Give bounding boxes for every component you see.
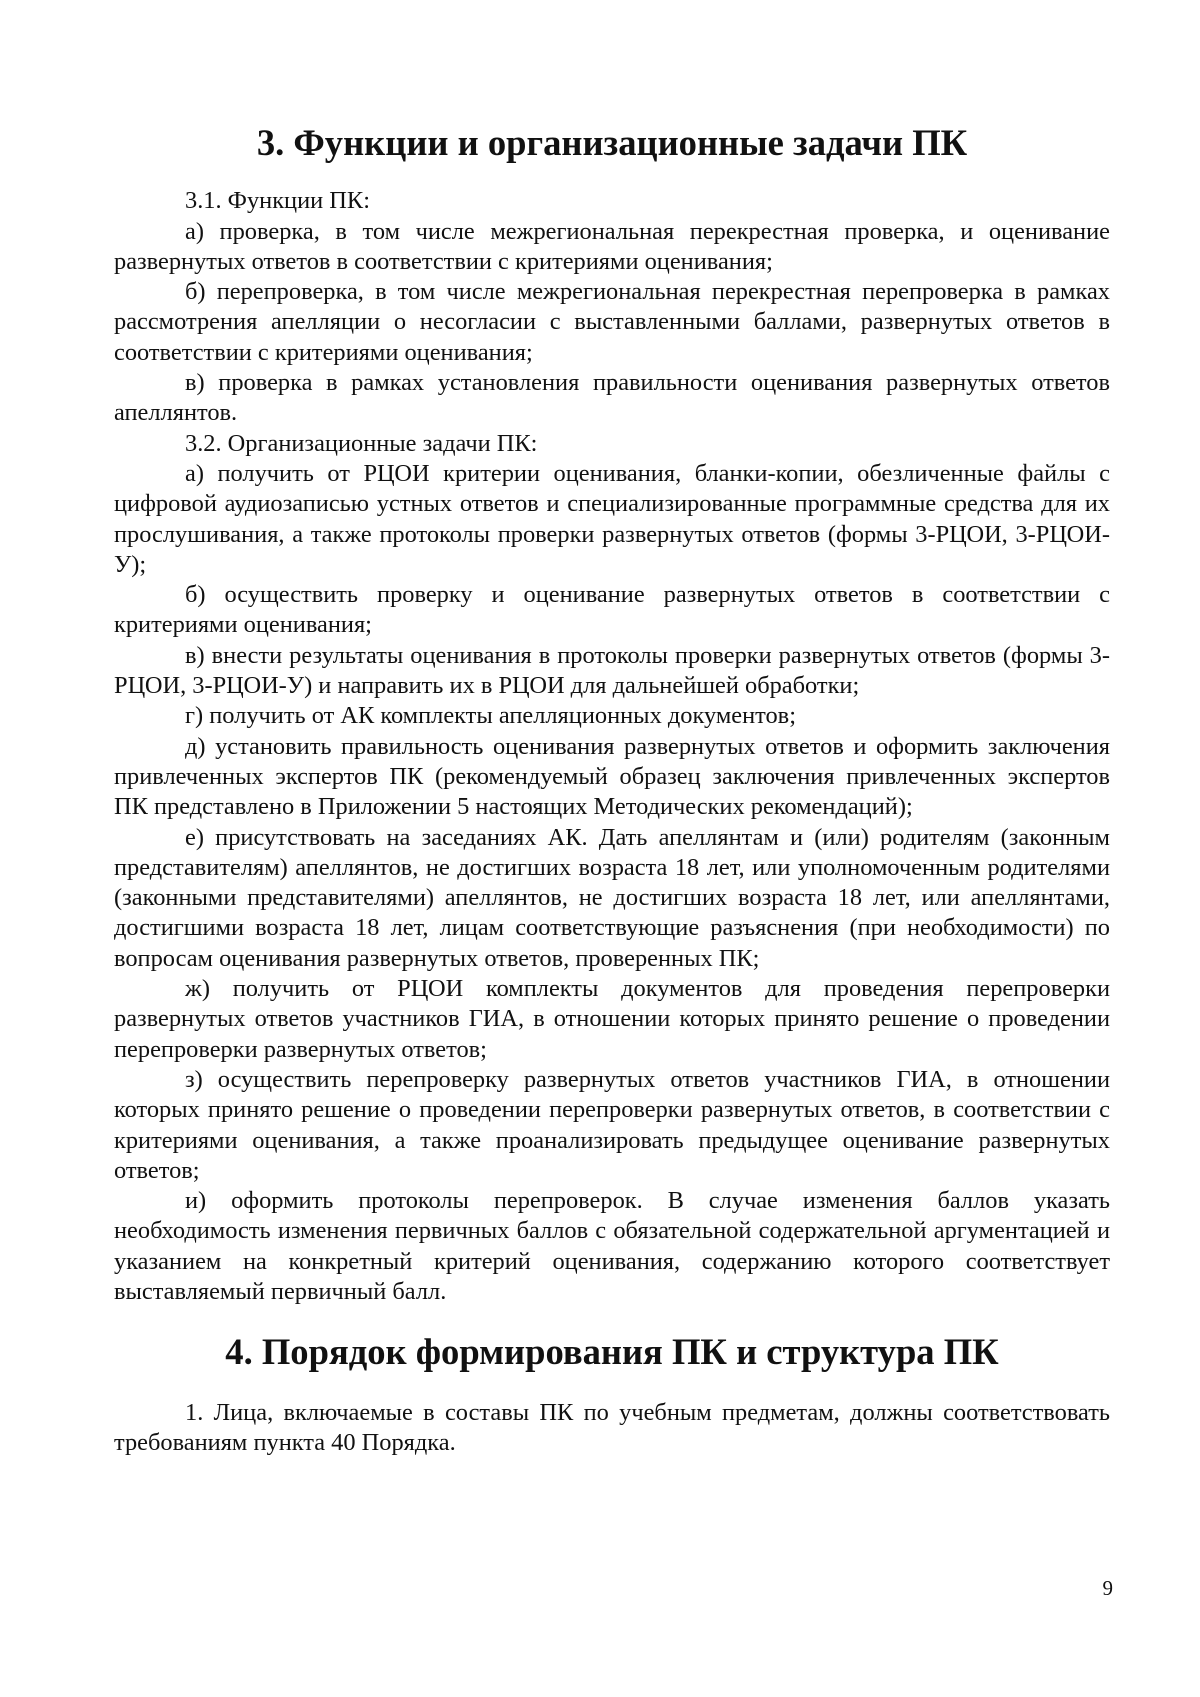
paragraph-3-2-b: б) осуществить проверку и оценивание развернутых ответов в соответствии с критериями оценивания; [114,581,1110,639]
section-4-heading: 4. Порядок формирования ПК и структура ПК [225,1331,999,1373]
paragraph-3-2-i: и) оформить протоколы перепроверок. В случае изменения баллов указать необходимость изменения первичных баллов с обязательной содержательной аргументацией и указанием на конкретный критерий оценивания, содержанию которого соответствует выставляемый первичный балл. [114,1187,1110,1305]
paragraph-3-2-v: в) внести результаты оценивания в протоколы проверки развернутых ответов (формы 3-РЦОИ, 3-РЦОИ-У) и направить их в РЦОИ для дальнейшей обработки; [114,641,1110,700]
paragraph-3-2: 3.2. Организационные задачи ПК: [185,429,538,457]
paragraph-3-2-d: д) установить правильность оценивания развернутых ответов и оформить заключения привлеченных экспертов ПК (рекомендуемый образец заключения привлеченных экспертов ПК представлено в Приложении 5 настоящих Методических рекомендаций); [114,732,1110,821]
paragraph-3-2-a: а) получить от РЦОИ критерии оценивания, бланки-копии, обезличенные файлы с цифровой аудиозаписью устных ответов и специализированные программные средства для их прослушивания, а также протоколы проверки развернутых ответов (формы 3-РЦОИ, 3-РЦОИ-У); [114,459,1110,578]
paragraph-3-1-b: б) перепроверка, в том числе межрегиональная перекрестная перепроверка в рамках рассмотрения апелляции о несогласии с выставленными баллами, развернутых ответов в соответствии с критериями оценивания; [114,278,1110,366]
page-content [114,122,1110,1458]
paragraph-3-2-g: г) получить от АК комплекты апелляционных документов; [185,702,796,730]
paragraph-3-2-z: з) осуществить перепроверку развернутых ответов участников ГИА, в отношении которых принято решение о проведении перепроверки развернутых ответов, в соответствии с критериями оценивания, а также проанализировать предыдущее оценивание развернутых ответов; [114,1065,1110,1184]
paragraph-3-1: 3.1. Функции ПК: [185,187,370,215]
paragraph-4-1: 1. Лица, включаемые в составы ПК по учебным предметам, должны соответствовать требованиям пункта 40 Порядка. [114,1398,1110,1456]
paragraph-3-2-zh: ж) получить от РЦОИ комплекты документов для проведения перепроверки развернутых ответов участников ГИА, в отношении которых принято решение о проведении перепроверки развернутых ответов; [114,975,1110,1063]
paragraph-3-2-e: е) присутствовать на заседаниях АК. Дать апеллянтам и (или) родителям (законным представителям) апеллянтов, не достигших возраста 18 лет, или уполномоченным родителями (законными представителями) апеллянтов, не достигших возраста 18 лет, или апеллянтами, достигшими возраста 18 лет, лицам соответствующие разъяснения (при необходимости) по вопросам оценивания развернутых ответов, проверенных ПК; [114,823,1110,972]
section-3-heading: 3. Функции и организационные задачи ПК [256,122,968,163]
paragraph-3-1-v: в) проверка в рамках установления правильности оценивания развернутых ответов апеллянтов. [114,369,1110,427]
page-number: 9 [1102,1576,1113,1600]
paragraph-3-1-a: а) проверка, в том числе межрегиональная перекрестная проверка, и оценивание развернутых ответов в соответствии с критериями оценивания; [114,217,1110,275]
